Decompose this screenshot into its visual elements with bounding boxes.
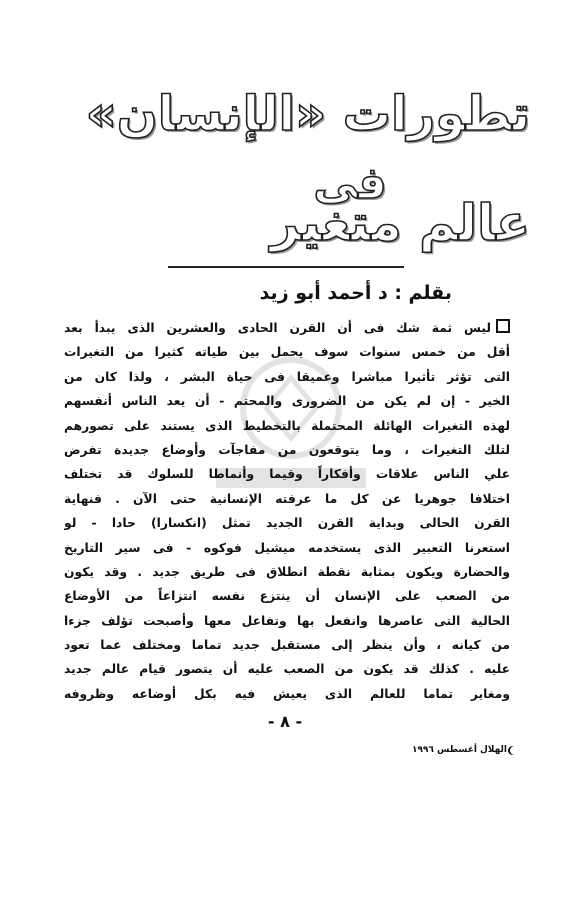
article-body (64, 316, 510, 708)
body-line: لهذه التغيرات الهائلة المحتملة بالتخطيط الذى يستند على تصورهم (64, 418, 510, 433)
article-title-line-3: عالم متغير (270, 194, 530, 252)
body-line: عليه . كذلك قد يكون من الصعب عليه أن يتصور قيام عالم جديد (64, 662, 510, 677)
body-line: أقل من خمس سنوات سوف يحمل بين طياته كثيرا من التغيرات (64, 345, 510, 360)
body-line: ليس ثمة شك فى أن القرن الحادى والعشرين الذى يبدأ بعد (64, 316, 510, 340)
body-line: لتلك التغيرات ، وما يتوقعون من مفاجآت وأوضاع جديدة تفرض (64, 442, 510, 457)
body-line: من كيانه ، وأن ينظر إلى مستقبل جديد تماما ومختلف عما تعود (64, 638, 510, 653)
body-line (64, 706, 510, 708)
body-line: ومغاير تماما للعالم الذى يعيش فيه بكل أوضاعه وظروفه (64, 686, 510, 701)
crescent-icon (510, 746, 519, 755)
footer-issue-date: أغسطس ١٩٩٦ (411, 745, 477, 755)
footer-magazine-name: الهلال (479, 745, 507, 755)
body-line: القرن الحالى وبداية القرن الجديد تمثل (انكسارا) حادا - لو (64, 516, 510, 531)
body-line: اختلافا جوهريا عن كل ما عرفته الإنسانية حتى الآن . فنهاية (64, 491, 510, 506)
body-line: علي الناس علاقات وأفكاراً وقيما وأنماطا للسلوك قد تختلف (64, 467, 510, 482)
page-number: - ٨ - (267, 712, 303, 731)
body-line: استعرنا التعبير الذى يستخدمه ميشيل فوكوه - فى سير التاريخ (64, 540, 510, 555)
body-line: التى تؤثر تأثيرا مباشرا وعميقا فى حياة البشر ، ولذا كان من (64, 369, 510, 384)
article-title-line-1: تطورات «الإنسان» (85, 86, 530, 142)
body-line: من الصعب على الإنسان أن ينتزع نفسه انتزاعاً من الأوضاع (64, 589, 510, 604)
author-byline: بقلم : د أحمد أبو زيد (259, 282, 452, 304)
body-line: الخير - إن لم يكن من الضرورى والمحتم - أن يعد الناس أنفسهم (64, 394, 510, 409)
square-icon (496, 319, 510, 333)
page-footer (402, 743, 522, 757)
title-divider (168, 266, 404, 268)
body-line: والحضارة ويكون بمثابة نقطة انطلاق فى طريق جديد . وقد يكون (64, 564, 510, 579)
body-line: الحالية التى عاصرها وانفعل بها وتفاعل معها وأصبحت تؤلف جزءا (64, 613, 510, 628)
article-title-line-2: فى (313, 158, 387, 209)
